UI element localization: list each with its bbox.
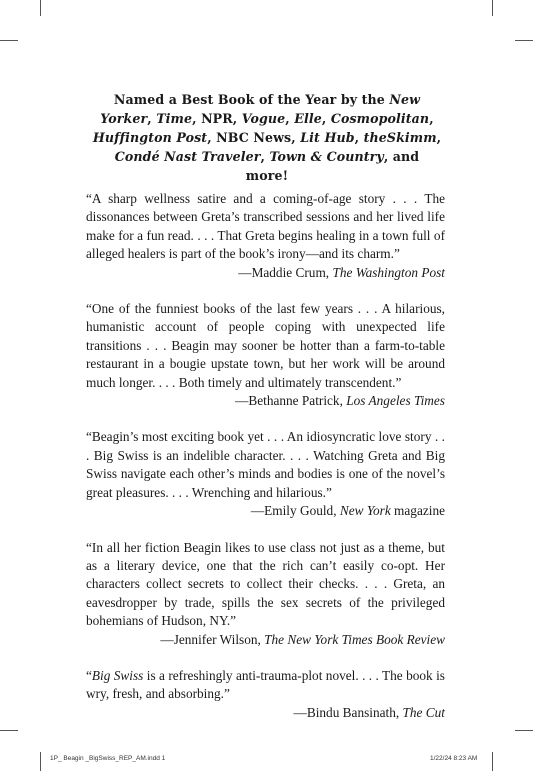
review-quote [86, 428, 445, 520]
quote-author: —Jennifer Wilson, [160, 631, 265, 647]
review-quote [86, 667, 445, 722]
headline-text: , and more! [245, 149, 420, 183]
review-quote [86, 190, 445, 282]
quote-source: The Washington Post [332, 264, 445, 280]
quote-body: is a refreshingly anti-trauma-plot novel. . . . The book is wry, fresh, and absorbing.” [86, 667, 445, 702]
quote-attribution [86, 502, 445, 520]
slug-filename: 1P_ Beagin _BigSwiss_REP_AM.indd 1 [50, 755, 166, 762]
crop-mark-left-bottom [0, 730, 18, 731]
quote-text: “A sharp wellness satire and a coming-of-age story . . . The dissonances between Greta’s transcribed sessions and her lived life make for a fun read. . . . That Greta begins healing in a town full of alleged healers is part of the book’s irony—and its charm.” [86, 191, 445, 262]
headline-text: , NPR, [192, 111, 242, 126]
crop-mark-bottom-left [40, 752, 41, 771]
slug-timestamp: 1/22/24 8:23 AM [430, 755, 478, 762]
quote-attribution [86, 704, 445, 722]
crop-mark-right-bottom [515, 730, 533, 731]
headline-publication: Lit Hub [300, 130, 355, 145]
crop-mark-right-top [515, 40, 533, 41]
quote-author: —Bethanne Patrick, [235, 393, 347, 409]
quote-open-mark: “ [86, 667, 92, 683]
headline-publication: Condé Nast Traveler [114, 149, 261, 164]
headline-publication: Time [156, 111, 193, 126]
quote-author: —Bindu Bansinath, [293, 704, 403, 720]
quote-attribution [86, 264, 445, 282]
headline-text: , [285, 111, 295, 126]
crop-mark-bottom-right [492, 752, 493, 771]
quote-source: The New York Times Book Review [264, 631, 445, 647]
quote-author: —Maddie Crum, [238, 264, 333, 280]
quote-author: —Emily Gould, [250, 503, 340, 519]
headline-publication: Cosmopolitan [330, 111, 430, 126]
quote-text: “Beagin’s most exciting book yet . . . An idiosyncratic love story . . . Big Swiss is an indelible character. . . . Watching Greta and Big Swiss navigate each other’s minds and bodies is one of the novel’s great pleasures. . . . Wrenching and hilarious.” [86, 429, 445, 500]
quote-attribution [86, 631, 445, 649]
quote-book-title: Big Swiss [91, 667, 144, 683]
headline-publication: Vogue [241, 111, 286, 126]
headline-text: Named a Best Book of the Year by the [113, 92, 390, 107]
headline-publication: New Yorker [100, 92, 421, 126]
review-quotes [86, 190, 445, 740]
quote-attribution [86, 392, 445, 410]
quote-source: Los Angeles Times [346, 393, 445, 409]
headline-text: , [436, 130, 442, 145]
headline-publication: theSkimm [363, 130, 437, 145]
headline-publication: Huffington Post [92, 130, 208, 145]
quote-source: New York [339, 503, 391, 519]
headline-publication: Town & Country [269, 149, 384, 164]
headline-text: , [354, 130, 364, 145]
headline-publication: Elle [294, 111, 322, 126]
review-quote [86, 300, 445, 410]
headline-text: , NBC News, [207, 130, 301, 145]
headline-accolades [92, 90, 442, 185]
quote-text [86, 667, 445, 704]
review-quote [86, 539, 445, 649]
quote-text: “One of the funniest books of the last few years . . . A hilarious, humanistic account of people coping with unexpected life transitions . . . Beagin may sooner be hotter than a farm-to-table restaurant in a bougie upstate town, but her work will be around much longer. . . . Both timely and ultimately transcendent.” [86, 301, 445, 390]
headline-text: , [321, 111, 331, 126]
crop-mark-top-right [492, 0, 493, 16]
quote-source: The Cut [402, 704, 445, 720]
headline-text: , [147, 111, 157, 126]
quote-text: “In all her fiction Beagin likes to use class not just as a theme, but as a literary device, one that the rich can’t easily co-opt. Her characters collect secrets to collect their checks. . . . Greta, an eavesdropper by trade, spills the sex secrets of the privileged bohemians of Hudson, NY.” [86, 539, 445, 629]
headline-text: , [260, 149, 270, 164]
crop-mark-left-top [0, 40, 18, 41]
quote-source-suffix: magazine [390, 503, 445, 519]
crop-mark-top-left [40, 0, 41, 16]
headline-text: , [429, 111, 434, 126]
